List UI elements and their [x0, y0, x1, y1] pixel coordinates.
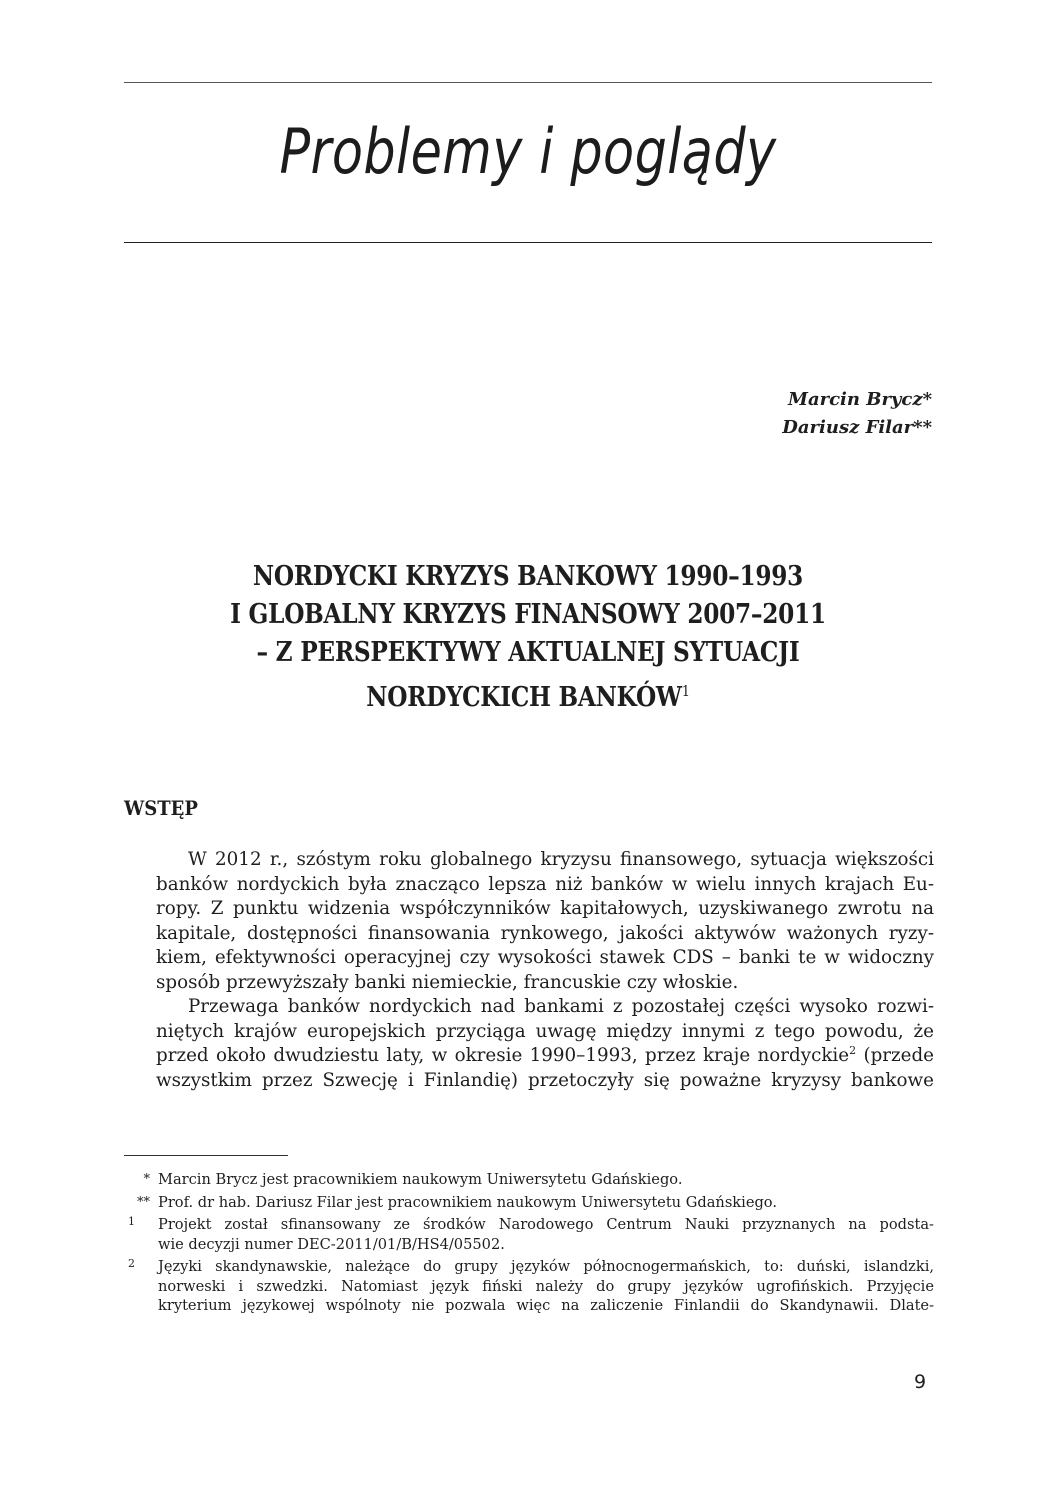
article-title-line: [181, 672, 876, 717]
text-line: [124, 1044, 934, 1069]
footnote-line: Projekt został sfinansowany ze środków Narodowego Centrum Nauki przyznanych na podsta-: [158, 1216, 934, 1233]
article-title: [124, 558, 932, 717]
footnote-line: Marcin Brycz jest pracownikiem naukowym Uniwersytetu Gdańskiego.: [158, 1171, 683, 1188]
footnote-marker: 1: [128, 1215, 135, 1228]
text-line: niętych krajów europejskich przyciąga uwagę między innymi z tego powodu, że: [156, 1020, 934, 1042]
footnote: [124, 1170, 934, 1190]
body-text: [124, 848, 934, 1093]
footnote-marker: *: [143, 1172, 150, 1187]
footnote: [124, 1257, 934, 1316]
author-list: [782, 386, 932, 442]
footnote-ref[interactable]: 2: [849, 1044, 857, 1057]
footnote-line: norweski i szwedzki. Natomiast język fiński należy do grupy języków ugrofińskich. Przyjęcie: [158, 1277, 934, 1295]
text-line: kiem, efektywności operacyjnej czy wysokości stawek CDS – banki te w widoczny: [156, 947, 934, 968]
author-name: Marcin Brycz*: [788, 389, 932, 410]
section-heading: WSTĘP: [124, 796, 198, 820]
text-line: banków nordyckich była znacząco lepsza niż banków w wielu innych krajach Eu-: [156, 873, 934, 895]
footnote-marker: **: [137, 1194, 150, 1210]
paragraph: [124, 995, 934, 1093]
footnote-line: Prof. dr hab. Dariusz Filar jest pracownikiem naukowym Uniwersytetu Gdańskiego.: [158, 1193, 777, 1211]
footnote-ref[interactable]: 1: [681, 682, 690, 700]
footnote-separator: [124, 1155, 288, 1156]
header-top-rule: [124, 82, 932, 83]
footnote-marker: 2: [128, 1257, 135, 1270]
header-bottom-rule: [124, 242, 932, 243]
footnote-line: kryterium językowej wspólnoty nie pozwala więc na zaliczenie Finlandii do Skandynawii. Dlate-: [158, 1297, 934, 1314]
text-line: W 2012 r., szóstym roku globalnego kryzysu finansowego, sytuacja większości: [188, 849, 934, 870]
article-title-line-text: NORDYCKICH BANKÓW: [366, 682, 682, 713]
text-line: sposób przewyższały banki niemieckie, francuskie czy włoskie.: [156, 971, 739, 993]
article-title-line: I GLOBALNY KRYZYS FINANSOWY 2007–2011: [230, 599, 826, 630]
footnote-line: wie decyzji numer DEC-2011/01/B/HS4/05502.: [158, 1235, 505, 1253]
paragraph: [124, 848, 934, 995]
text-line: Przewaga banków nordyckich nad bankami z pozostałej części wysoko rozwi-: [188, 996, 934, 1017]
text-line: wszystkim przez Szwecję i Finlandię) przetoczyły się poważne kryzysy bankowe: [156, 1069, 934, 1091]
page-number: 9: [914, 1371, 927, 1393]
text-line-segment: (przede: [856, 1045, 934, 1066]
text-line: ropy. Z punktu widzenia współczynników kapitałowych, uzyskiwanego zwrotu na: [156, 898, 934, 919]
author-name: Dariusz Filar**: [782, 417, 932, 438]
text-line: kapitale, dostępności finansowania rynkowego, jakości aktywów ważonych ryzy-: [156, 922, 934, 944]
footnote: [124, 1193, 934, 1213]
section-title: Problemy i poglądy: [279, 115, 777, 188]
footnotes: [124, 1170, 934, 1319]
footnote-line: Języki skandynawskie, należące do grupy języków północnogermańskich, to: duński, islandzki,: [158, 1258, 934, 1275]
article-title-line: – Z PERSPEKTYWY AKTUALNEJ SYTUACJI: [256, 637, 800, 668]
footnote: [124, 1215, 934, 1254]
article-title-line: NORDYCKI KRYZYS BANKOWY 1990–1993: [252, 561, 804, 592]
text-line-segment: przed około dwudziestu laty, w okresie 1990–1993, przez kraje nordyckie: [156, 1045, 850, 1066]
